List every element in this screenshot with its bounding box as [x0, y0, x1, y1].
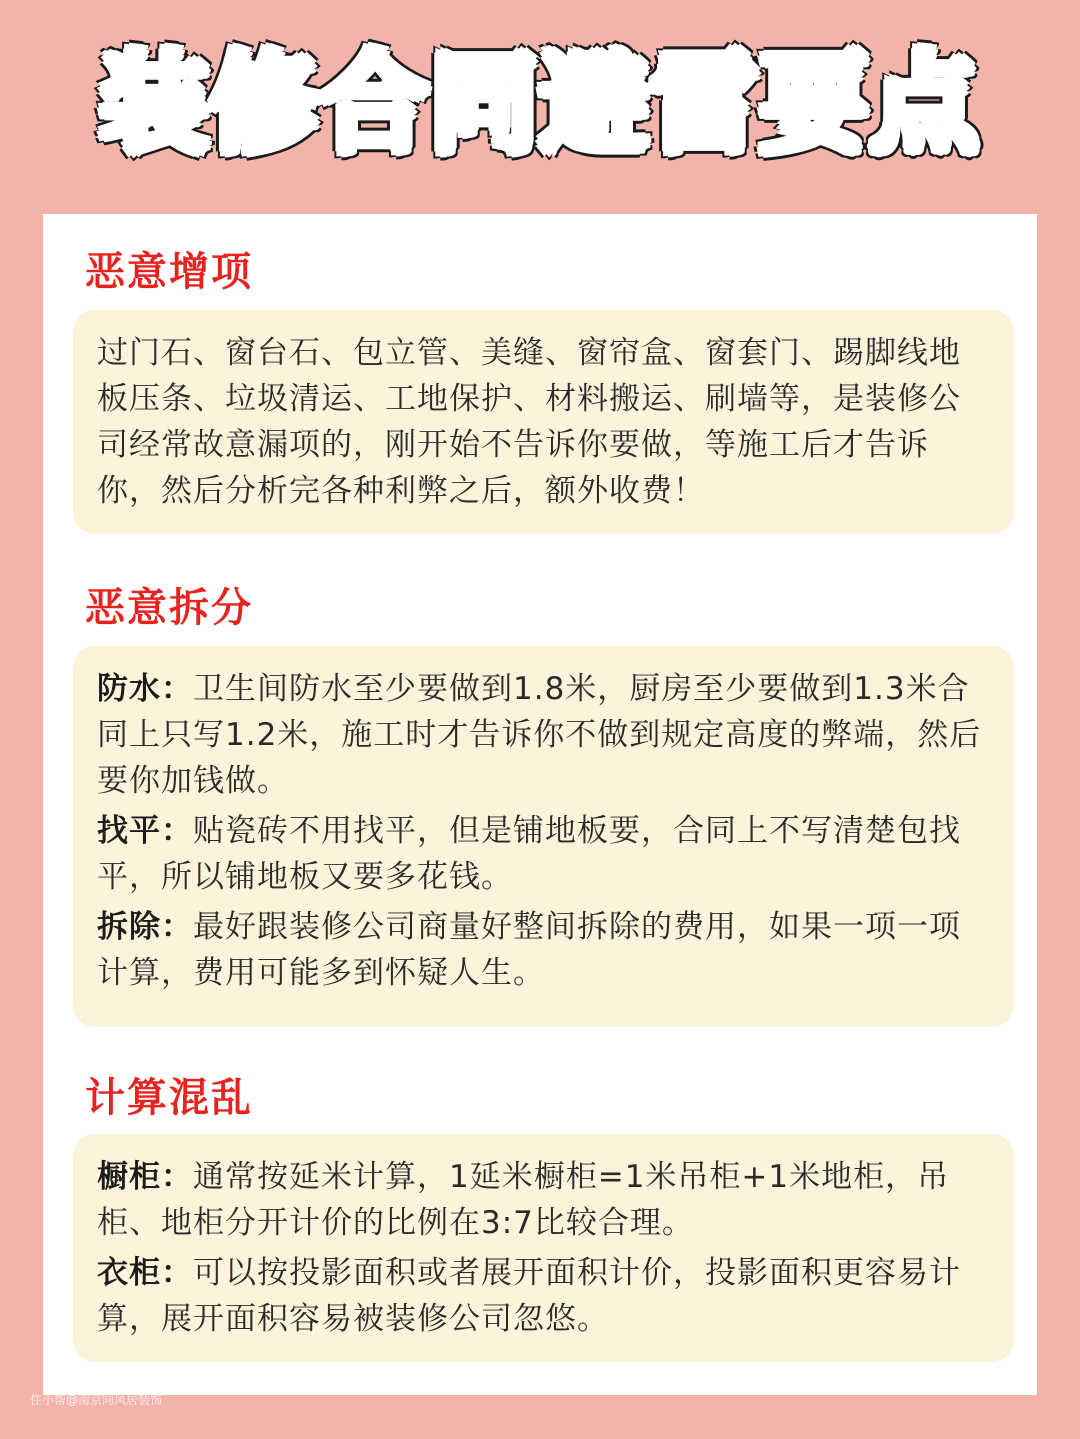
watermark: 住小帮@南京同风居装饰 [30, 1393, 163, 1407]
paragraph-text: 可以按投影面积或者展开面积计价，投影面积更容易计算，展开面积容易被装修公司忽悠。 [97, 1255, 961, 1337]
paragraph-label: 衣柜： [97, 1255, 193, 1291]
section-paragraph [97, 1154, 992, 1246]
paragraph-text: 贴瓷砖不用找平，但是铺地板要，合同上不写清楚包找平，所以铺地板又要多花钱。 [97, 813, 961, 895]
paragraph-text: 卫生间防水至少要做到1.8米，厨房至少要做到1.3米合同上只写1.2米，施工时才告诉你不做到规定高度的弊端，然后要你加钱做。 [97, 671, 982, 799]
paragraph-label: 橱柜： [97, 1159, 193, 1195]
section-box-confusing-calculation [73, 1134, 1014, 1362]
paragraph-text: 通常按延米计算，1延米橱柜=1米吊柜+1米地柜，吊柜、地柜分开计价的比例在3:7比较合理。 [97, 1159, 950, 1241]
paragraph-label: 防水： [97, 671, 193, 707]
paragraph-label: 找平： [97, 813, 193, 849]
section-paragraph [97, 666, 992, 804]
section-paragraph [97, 808, 992, 900]
paragraph-label: 拆除： [97, 909, 193, 945]
section-heading-malicious-additions: 恶意增项 [85, 249, 253, 295]
content-card [43, 214, 1037, 1395]
paragraph-text: 最好跟装修公司商量好整间拆除的费用，如果一项一项计算，费用可能多到怀疑人生。 [97, 909, 961, 991]
section-paragraph [97, 1250, 992, 1342]
page-title [0, 40, 1080, 170]
section-box-malicious-additions [73, 310, 1014, 534]
section-heading-malicious-split: 恶意拆分 [85, 585, 253, 631]
section-box-malicious-split [73, 646, 1014, 1027]
section-heading-confusing-calculation: 计算混乱 [85, 1075, 253, 1121]
paragraph-text: 过门石、窗台石、包立管、美缝、窗帘盒、窗套门、踢脚线地板压条、垃圾清运、工地保护、材料搬运、刷墙等，是装修公司经常故意漏项的，刚开始不告诉你要做，等施工后才告诉你，然后分析完各种利弊之后，额外收费！ [97, 335, 961, 509]
section-paragraph [97, 330, 992, 514]
section-paragraph [97, 904, 992, 996]
page-title-text: 装修合同避雷要点 [99, 42, 980, 167]
